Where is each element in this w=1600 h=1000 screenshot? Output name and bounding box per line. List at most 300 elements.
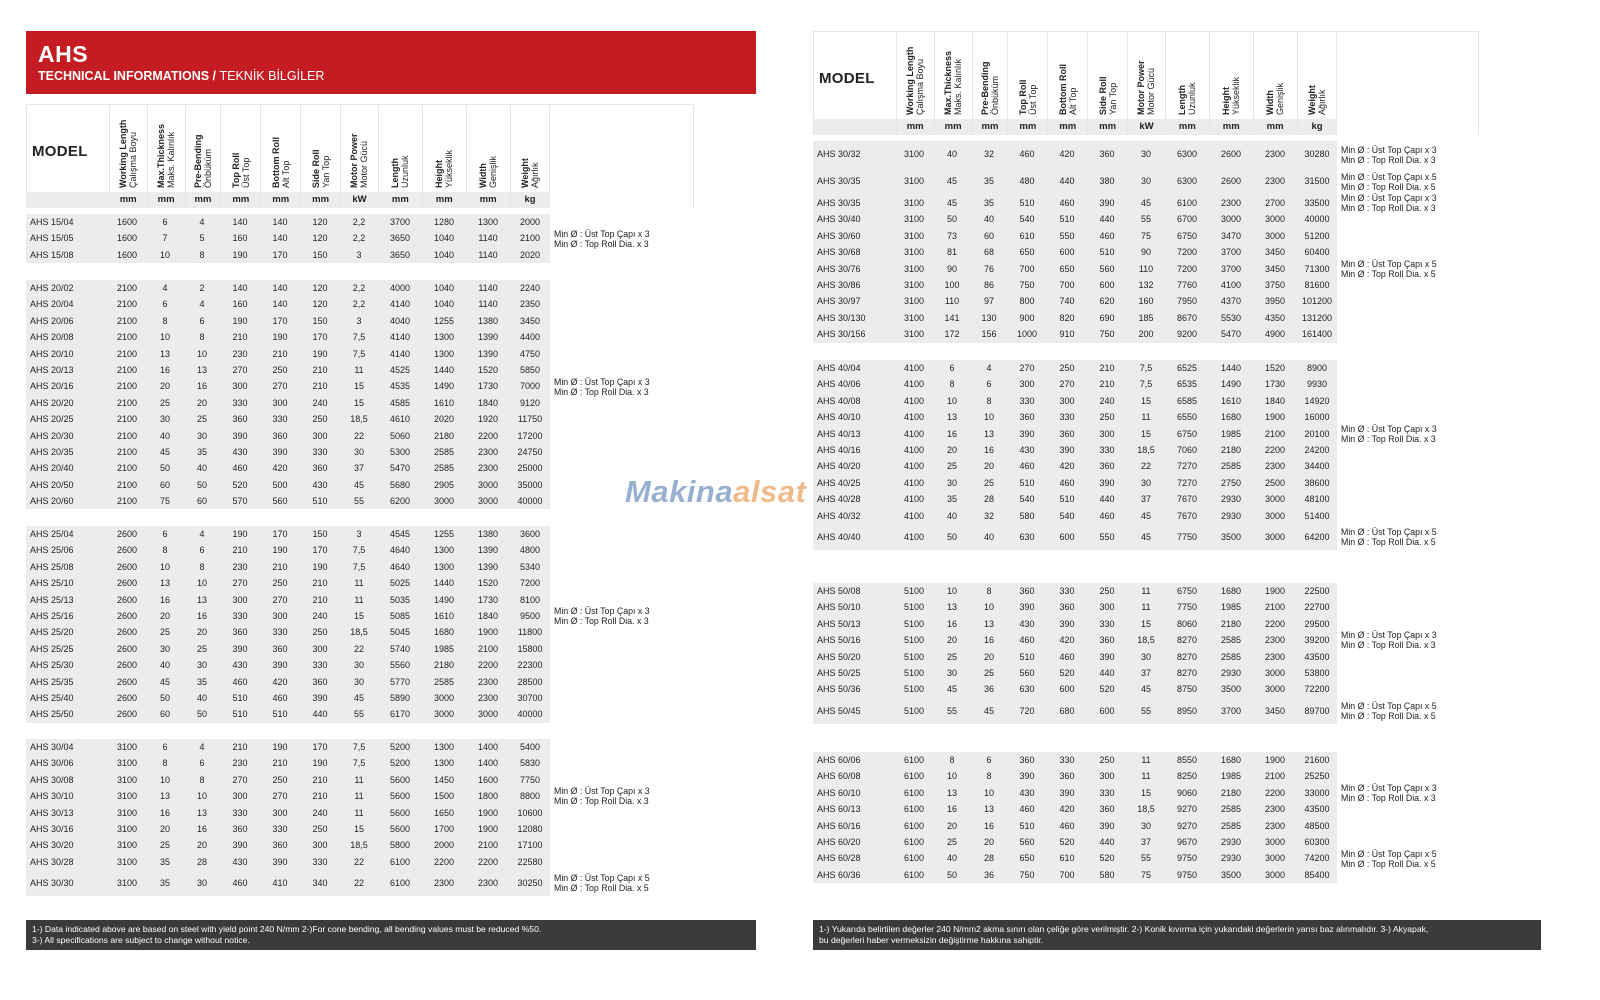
- value-cell: 1440: [433, 364, 455, 375]
- value-cell: 740: [1059, 296, 1075, 307]
- value-cell: 190: [312, 561, 328, 572]
- column-label-tr: Ağırlık: [1317, 89, 1327, 115]
- notes-cell: [550, 739, 694, 896]
- value-cell: 300: [1099, 602, 1115, 613]
- value-cell: 30: [1140, 176, 1151, 186]
- value-cell: 300: [1019, 379, 1035, 390]
- table-row: [26, 592, 550, 608]
- value-cell: 2585: [1220, 651, 1242, 662]
- value-cell: 420: [1059, 804, 1075, 815]
- table-row: [813, 834, 1337, 850]
- column-label-tr: Uzunluk: [400, 155, 411, 188]
- value-cell: 2,2: [352, 233, 366, 244]
- value-cell: 1730: [1264, 379, 1286, 390]
- value-cell: 2240: [519, 283, 541, 293]
- value-cell: 1300: [433, 758, 455, 769]
- value-cell: 25: [196, 414, 207, 425]
- column-label-tr: Motor Gücü: [359, 140, 370, 188]
- value-cell: 13: [946, 602, 957, 613]
- value-cell: 360: [1099, 149, 1115, 159]
- value-cell: 210: [232, 742, 248, 752]
- value-cell: 3: [356, 529, 362, 539]
- value-cell: 1680: [1220, 586, 1242, 596]
- value-cell: 3500: [1220, 684, 1242, 695]
- value-cell: 2930: [1220, 494, 1242, 505]
- footnote: [26, 920, 756, 950]
- value-cell: 300: [312, 840, 328, 851]
- value-cell: 185: [1138, 312, 1154, 323]
- table-row: [26, 477, 550, 493]
- value-cell: 25: [946, 461, 957, 472]
- column-header: [1209, 32, 1253, 135]
- value-cell: 750: [1019, 279, 1035, 290]
- value-cell: 2200: [433, 856, 455, 867]
- value-cell: 550: [1099, 531, 1115, 542]
- value-cell: 150: [312, 249, 328, 260]
- value-cell: 250: [1099, 755, 1115, 765]
- value-cell: 3000: [477, 709, 499, 720]
- value-cell: 15: [1140, 787, 1151, 798]
- value-cell: 16: [983, 820, 994, 831]
- value-cell: 4100: [903, 531, 925, 542]
- model-group: [26, 214, 694, 263]
- value-cell: 28: [983, 853, 994, 864]
- value-cell: 29500: [1304, 618, 1330, 629]
- value-cell: 20: [983, 461, 994, 472]
- value-cell: 7,5: [352, 332, 366, 343]
- value-cell: 330: [312, 856, 328, 867]
- model-cell: AHS 30/08: [30, 774, 74, 785]
- value-cell: 510: [1019, 820, 1035, 831]
- value-cell: 10: [159, 249, 170, 260]
- value-cell: 5060: [389, 430, 411, 441]
- value-cell: 4100: [903, 444, 925, 455]
- value-cell: 460: [272, 692, 288, 703]
- value-cell: 35: [159, 878, 170, 889]
- table-row: [26, 214, 550, 230]
- value-cell: 210: [312, 791, 328, 802]
- model-group: [813, 583, 1479, 724]
- table-row: [813, 681, 1337, 697]
- column-notes: [549, 105, 693, 208]
- value-cell: 6700: [1176, 214, 1198, 225]
- value-cell: 390: [1059, 618, 1075, 629]
- column-label: Pre-Bending: [979, 61, 990, 115]
- value-cell: 10: [983, 787, 994, 798]
- value-cell: 4525: [389, 364, 411, 375]
- value-cell: 110: [1138, 263, 1154, 274]
- value-cell: 6: [162, 529, 168, 539]
- value-cell: 2585: [433, 446, 455, 457]
- column-label-tr: Çalışma Boyu: [128, 131, 139, 188]
- value-cell: 5100: [903, 705, 925, 716]
- min-diameter-note: Min Ø : Üst Top Çapı x 5 Min Ø : Top Roll Dia. x 5: [1341, 258, 1437, 279]
- value-cell: 800: [1019, 296, 1035, 307]
- value-cell: 340: [312, 878, 328, 889]
- value-cell: 21600: [1304, 755, 1330, 765]
- table-row: [813, 649, 1337, 665]
- value-cell: 6: [199, 545, 205, 556]
- value-cell: 55: [1140, 853, 1151, 864]
- value-cell: 510: [272, 709, 288, 720]
- value-cell: 170: [312, 545, 328, 556]
- value-cell: 520: [1059, 667, 1075, 678]
- column-header: [260, 105, 300, 208]
- value-cell: 5770: [389, 676, 411, 687]
- column-label-tr: Uzunluk: [1187, 82, 1198, 115]
- value-cell: 55: [353, 496, 364, 507]
- value-cell: 300: [312, 643, 328, 654]
- value-cell: 2930: [1220, 836, 1242, 847]
- value-cell: 2600: [116, 529, 138, 539]
- column-header: [1253, 32, 1297, 135]
- value-cell: 8: [199, 332, 205, 343]
- value-cell: 30: [1140, 477, 1151, 488]
- table-row: [813, 768, 1337, 784]
- value-cell: 72200: [1304, 684, 1330, 695]
- value-cell: 2300: [1264, 635, 1286, 646]
- value-cell: 270: [272, 381, 288, 392]
- value-cell: 81600: [1304, 279, 1330, 290]
- model-cell: AHS 60/16: [817, 820, 861, 831]
- value-cell: 3450: [519, 315, 541, 326]
- value-cell: 30: [353, 676, 364, 687]
- value-cell: 6100: [1176, 198, 1198, 208]
- value-cell: 1300: [433, 332, 455, 343]
- column-label: Side Roll: [310, 149, 321, 188]
- value-cell: 48500: [1304, 820, 1330, 831]
- value-cell: 97: [983, 296, 994, 307]
- value-cell: 1730: [477, 381, 499, 392]
- value-cell: 460: [1099, 510, 1115, 521]
- value-cell: 210: [312, 364, 328, 375]
- value-cell: 2100: [116, 430, 138, 441]
- table-row: [813, 850, 1337, 866]
- value-cell: 16: [159, 594, 170, 605]
- value-cell: 140: [232, 217, 248, 227]
- value-cell: 460: [1019, 461, 1035, 472]
- table-row: [26, 575, 550, 591]
- column-header: [972, 32, 1008, 135]
- value-cell: 6585: [1176, 395, 1198, 406]
- value-cell: 380: [1099, 176, 1115, 186]
- value-cell: 3000: [1264, 684, 1286, 695]
- column-label: Length: [1177, 85, 1188, 115]
- value-cell: 8: [199, 774, 205, 785]
- model-group: [26, 280, 694, 509]
- value-cell: 30: [196, 660, 207, 671]
- value-cell: 1650: [433, 807, 455, 818]
- value-cell: 4640: [389, 561, 411, 572]
- table-row: [26, 821, 550, 837]
- value-cell: 37: [353, 463, 364, 474]
- value-cell: 5025: [389, 578, 411, 589]
- table-row: [813, 376, 1337, 392]
- value-cell: 53800: [1304, 667, 1330, 678]
- value-cell: 4100: [903, 494, 925, 505]
- value-cell: 3100: [116, 840, 138, 851]
- value-cell: 5830: [519, 758, 541, 769]
- table-row: [813, 616, 1337, 632]
- value-cell: 2905: [433, 479, 455, 490]
- value-cell: 520: [1099, 853, 1115, 864]
- value-cell: 240: [312, 397, 328, 408]
- value-cell: 8: [199, 561, 205, 572]
- value-cell: 540: [1019, 214, 1035, 225]
- value-cell: 360: [272, 430, 288, 441]
- value-cell: 1900: [477, 807, 499, 818]
- model-cell: AHS 25/50: [30, 709, 74, 720]
- value-cell: 3000: [1264, 853, 1286, 864]
- value-cell: 55: [1140, 705, 1151, 716]
- value-cell: 460: [1059, 477, 1075, 488]
- value-cell: 40000: [1304, 214, 1330, 225]
- value-cell: 22580: [517, 856, 543, 867]
- value-cell: 16: [946, 618, 957, 629]
- notes-cell: [1337, 195, 1479, 343]
- value-cell: 300: [1059, 395, 1075, 406]
- value-cell: 3000: [433, 496, 455, 507]
- value-cell: 2,2: [352, 217, 366, 227]
- value-cell: 20: [196, 397, 207, 408]
- value-cell: 2100: [116, 315, 138, 326]
- value-cell: 5470: [1220, 329, 1242, 340]
- value-cell: 6100: [903, 869, 925, 880]
- value-cell: 35: [159, 856, 170, 867]
- value-cell: 13: [196, 807, 207, 818]
- value-cell: 240: [1099, 395, 1115, 406]
- value-cell: 1600: [116, 249, 138, 260]
- value-cell: 50: [946, 214, 957, 225]
- model-cell: AHS 20/60: [30, 496, 74, 507]
- value-cell: 16: [946, 804, 957, 815]
- value-cell: 3450: [1264, 263, 1286, 274]
- table-row: [26, 247, 550, 263]
- value-cell: 4640: [389, 545, 411, 556]
- value-cell: 132: [1138, 279, 1154, 290]
- value-cell: 2100: [116, 496, 138, 507]
- value-cell: 3: [356, 315, 362, 326]
- column-label-tr: Yan Top: [320, 155, 331, 188]
- footnote-line: 3-) All specifications are subject to change without notice.: [32, 935, 250, 945]
- value-cell: 5340: [519, 561, 541, 572]
- column-label-tr: Çalışma Boyu: [915, 58, 926, 115]
- column-notes: [1336, 32, 1478, 135]
- table-row: [813, 393, 1337, 409]
- value-cell: 1700: [433, 823, 455, 834]
- value-cell: 10: [946, 395, 957, 406]
- model-cell: AHS 25/08: [30, 561, 74, 572]
- value-cell: 7270: [1176, 477, 1198, 488]
- value-cell: 2585: [1220, 820, 1242, 831]
- value-cell: 40: [946, 510, 957, 521]
- value-cell: 11: [354, 578, 364, 589]
- value-cell: 1900: [1264, 755, 1286, 765]
- value-cell: 430: [232, 446, 248, 457]
- value-cell: 390: [1059, 444, 1075, 455]
- value-cell: 250: [312, 627, 328, 638]
- model-cell: AHS 25/10: [30, 578, 74, 589]
- value-cell: 9270: [1176, 804, 1198, 815]
- value-cell: 20: [196, 840, 207, 851]
- value-cell: 1255: [433, 529, 455, 539]
- value-cell: 2100: [519, 233, 541, 244]
- footnote-line: bu değerleri haber vermeksizin değiştirme hakkına sahiptir.: [819, 935, 1044, 945]
- value-cell: 390: [1099, 820, 1115, 831]
- value-cell: 300: [1099, 428, 1115, 439]
- value-cell: 240: [312, 807, 328, 818]
- value-cell: 3000: [1264, 667, 1286, 678]
- value-cell: 330: [272, 823, 288, 834]
- column-label-tr: Genişlik: [1275, 82, 1286, 115]
- value-cell: 1490: [1220, 379, 1242, 390]
- value-cell: 430: [232, 660, 248, 671]
- value-cell: 150: [312, 315, 328, 326]
- column-unit: mm: [110, 192, 147, 208]
- value-cell: 25: [159, 840, 170, 851]
- value-cell: 2930: [1220, 853, 1242, 864]
- min-diameter-note: Min Ø : Üst Top Çapı x 5 Min Ø : Top Roll Dia. x 5: [554, 873, 650, 894]
- table-row: [813, 458, 1337, 474]
- value-cell: 6: [199, 315, 205, 326]
- value-cell: 2100: [116, 414, 138, 425]
- value-cell: 5: [199, 233, 205, 244]
- value-cell: 300: [312, 430, 328, 441]
- value-cell: 4040: [389, 315, 411, 326]
- value-cell: 13: [159, 578, 170, 589]
- model-cell: AHS 60/13: [817, 804, 861, 815]
- value-cell: 3000: [433, 692, 455, 703]
- value-cell: 6: [949, 363, 955, 373]
- value-cell: 460: [1059, 820, 1075, 831]
- table-row: [813, 818, 1337, 834]
- value-cell: 2600: [116, 578, 138, 589]
- value-cell: 3000: [477, 496, 499, 507]
- value-cell: 150: [312, 529, 328, 539]
- value-cell: 390: [1099, 477, 1115, 488]
- value-cell: 460: [232, 676, 248, 687]
- column-label: Working Length: [118, 119, 129, 188]
- value-cell: 2930: [1220, 667, 1242, 678]
- value-cell: 25: [159, 397, 170, 408]
- value-cell: 5600: [389, 823, 411, 834]
- model-cell: AHS 30/35: [817, 176, 861, 186]
- value-cell: 4100: [903, 428, 925, 439]
- value-cell: 1300: [477, 217, 499, 227]
- value-cell: 3100: [903, 329, 925, 340]
- value-cell: 440: [1099, 494, 1115, 505]
- value-cell: 1985: [433, 643, 455, 654]
- table-row: [813, 867, 1337, 883]
- value-cell: 1300: [433, 348, 455, 359]
- value-cell: 3100: [903, 263, 925, 274]
- value-cell: 68: [983, 247, 994, 258]
- model-cell: AHS 50/36: [817, 684, 861, 695]
- value-cell: 2200: [1264, 787, 1286, 798]
- value-cell: 25: [196, 643, 207, 654]
- value-cell: 1400: [477, 758, 499, 769]
- value-cell: 1380: [477, 529, 499, 539]
- value-cell: 300: [232, 381, 248, 392]
- value-cell: 1520: [1264, 363, 1286, 373]
- value-cell: 6: [986, 755, 992, 765]
- value-cell: 690: [1099, 312, 1115, 323]
- table-row: [813, 326, 1337, 342]
- column-unit: mm: [1254, 119, 1297, 135]
- value-cell: 250: [1099, 412, 1115, 423]
- value-cell: 3100: [903, 296, 925, 307]
- value-cell: 2300: [1264, 820, 1286, 831]
- column-label: Max.Thickness: [943, 50, 954, 115]
- value-cell: 360: [1099, 635, 1115, 646]
- value-cell: 8: [199, 249, 205, 260]
- value-cell: 24750: [517, 446, 543, 457]
- model-cell: AHS 50/25: [817, 667, 861, 678]
- value-cell: 460: [1059, 651, 1075, 662]
- table-row: [26, 559, 550, 575]
- value-cell: 330: [272, 627, 288, 638]
- table-row: [26, 772, 550, 788]
- value-cell: 22: [353, 878, 364, 889]
- value-cell: 420: [1059, 149, 1075, 159]
- value-cell: 1440: [433, 578, 455, 589]
- value-cell: 3500: [1220, 869, 1242, 880]
- value-cell: 1390: [477, 561, 499, 572]
- value-cell: 520: [1099, 684, 1115, 695]
- value-cell: 390: [232, 643, 248, 654]
- column-unit: mm: [379, 192, 422, 208]
- value-cell: 1840: [477, 610, 499, 621]
- value-cell: 20: [196, 627, 207, 638]
- value-cell: 360: [1059, 602, 1075, 613]
- value-cell: 720: [1019, 705, 1035, 716]
- column-unit: mm: [1166, 119, 1209, 135]
- value-cell: 3000: [1264, 869, 1286, 880]
- value-cell: 11: [1141, 755, 1151, 765]
- value-cell: 2180: [433, 660, 455, 671]
- value-cell: 9750: [1176, 853, 1198, 864]
- value-cell: 1900: [1264, 586, 1286, 596]
- model-group: [813, 752, 1479, 883]
- value-cell: 2100: [116, 397, 138, 408]
- model-cell: AHS 50/20: [817, 651, 861, 662]
- value-cell: 6170: [389, 709, 411, 720]
- value-cell: 300: [272, 807, 288, 818]
- value-cell: 75: [1140, 869, 1151, 880]
- value-cell: 510: [312, 496, 328, 507]
- value-cell: 1140: [478, 299, 498, 310]
- value-cell: 11750: [517, 414, 543, 425]
- value-cell: 440: [1099, 214, 1115, 225]
- value-cell: 210: [312, 381, 328, 392]
- value-cell: 50: [946, 531, 957, 542]
- value-cell: 30: [1140, 651, 1151, 662]
- value-cell: 76: [983, 263, 994, 274]
- value-cell: 4: [162, 283, 168, 293]
- value-cell: 2100: [1264, 428, 1286, 439]
- model-cell: AHS 50/08: [817, 586, 861, 596]
- value-cell: 250: [1099, 586, 1115, 596]
- value-cell: 9120: [519, 397, 541, 408]
- value-cell: 1040: [433, 299, 455, 310]
- value-cell: 1900: [477, 823, 499, 834]
- value-cell: 5100: [903, 651, 925, 662]
- value-cell: 360: [1019, 412, 1035, 423]
- model-cell: AHS 25/40: [30, 692, 74, 703]
- value-cell: 360: [232, 414, 248, 425]
- value-cell: 51200: [1304, 230, 1330, 241]
- value-cell: 4750: [519, 348, 541, 359]
